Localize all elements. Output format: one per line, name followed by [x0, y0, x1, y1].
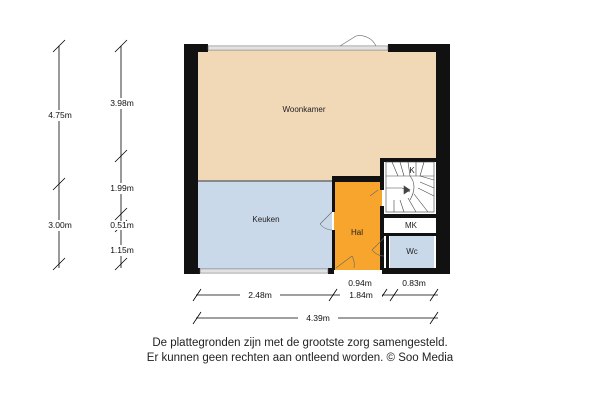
dim-left-0-51: 0.51m: [110, 220, 134, 230]
dim-bottom-0-83: 0.83m: [402, 278, 426, 288]
dim-bottom-1-84: 1.84m: [349, 290, 373, 300]
dimension-left-outer: [40, 40, 80, 270]
label-hal: Hal: [350, 228, 364, 237]
dim-left-3-00: 3.00m: [48, 220, 72, 230]
dim-bottom-4-39: 4.39m: [306, 313, 330, 323]
dim-left-1-99: 1.99m: [110, 183, 134, 193]
disclaimer-line-2: Er kunnen geen rechten aan ontleend worden. © Soo Media: [146, 352, 454, 364]
keuken-room: [198, 182, 332, 270]
dim-left-3-98: 3.98m: [110, 98, 134, 108]
disclaimer-line-1: De plattegronden zijn met de grootste zorg samengesteld.: [152, 337, 448, 349]
terrace-door: [340, 36, 376, 46]
label-woonkamer: Woonkamer: [282, 105, 326, 114]
dimension-bottom-row: [193, 278, 438, 301]
window-bottom: [200, 269, 328, 273]
dim-bottom-2-48: 2.48m: [248, 290, 272, 300]
window-top: [208, 46, 388, 50]
label-keuken: Keuken: [252, 215, 280, 224]
hal-room: [334, 182, 382, 270]
dim-left-4-75: 4.75m: [48, 110, 72, 120]
dimension-left-inner: [102, 40, 142, 270]
label-k: K: [409, 166, 415, 175]
dimension-bottom-total: [193, 312, 438, 324]
label-wc: Wc: [406, 247, 418, 256]
label-mk: MK: [405, 221, 417, 230]
dim-bottom-0-94: 0.94m: [348, 278, 372, 288]
dim-left-1-15: 1.15m: [110, 245, 134, 255]
